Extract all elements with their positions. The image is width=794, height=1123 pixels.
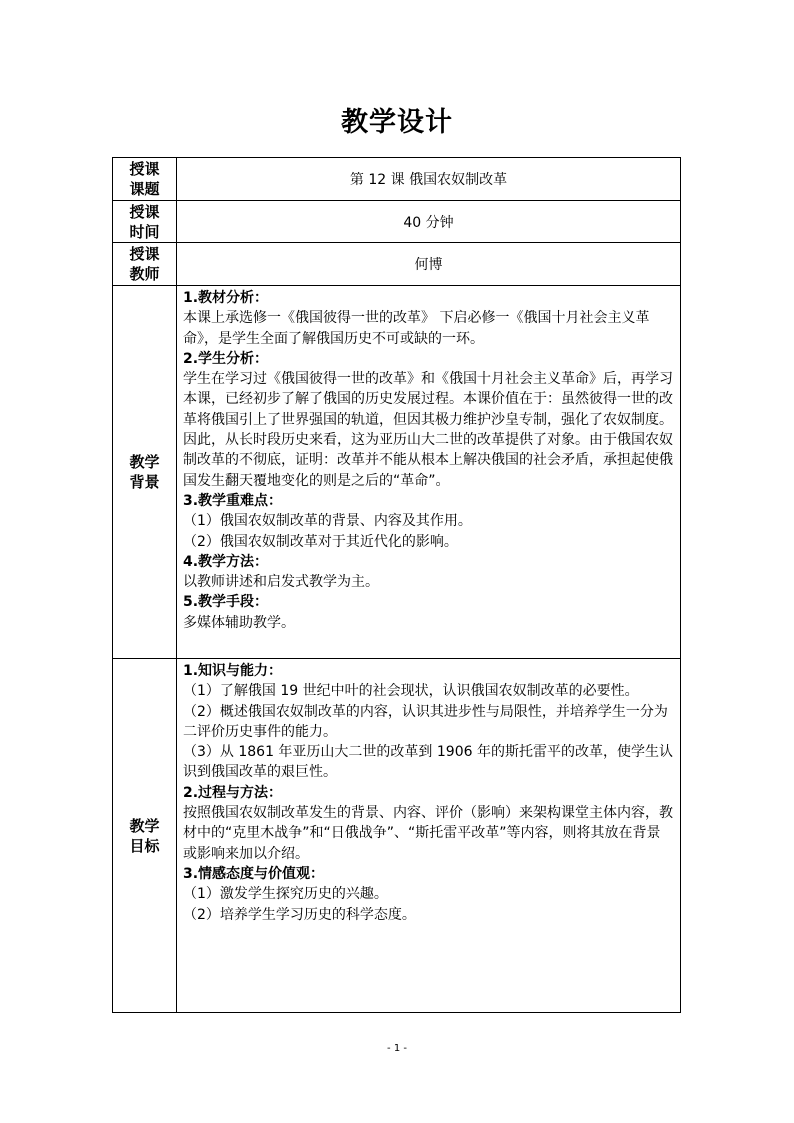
paragraph: 本课上承选修一《俄国彼得一世的改革》 下启必修一《俄国十月社会主义革命》，是学生全面了解俄国历史不可或缺的一环。	[183, 310, 650, 347]
lesson-plan-table	[112, 157, 681, 1013]
section-heading: 4.教学方法：	[183, 553, 269, 570]
table-row	[113, 201, 681, 243]
topic-label: 授课 课题	[113, 158, 177, 201]
time-label: 授课 时间	[113, 201, 177, 243]
background-label: 教学 背景	[113, 286, 177, 659]
time-value: 40 分钟	[177, 201, 681, 243]
objectives-label: 教学 目标	[113, 659, 177, 1013]
paragraph: （2）培养学生学习历史的科学态度。	[183, 906, 416, 923]
paragraph: （1）俄国农奴制改革的背景、内容及其作用。	[183, 513, 472, 530]
paragraph: （2）俄国农奴制改革对于其近代化的影响。	[183, 533, 458, 550]
paragraph: 以教师讲述和启发式教学为主。	[183, 574, 379, 591]
paragraph: （2）概述俄国农奴制改革的内容，认识其进步性与局限性，并培养学生一分为二评价历史事件的能力。	[183, 703, 668, 740]
table-row	[113, 659, 681, 1013]
paragraph: 按照俄国农奴制改革发生的背景、内容、评价（影响）来架构课堂主体内容，教材中的“克里木战争”和“日俄战争”、“斯托雷平改革”等内容，则将其放在背景或影响来加以介绍。	[183, 805, 673, 862]
paragraph: 多媒体辅助教学。	[183, 614, 295, 631]
table-row	[113, 158, 681, 201]
section-heading: 3.教学重难点：	[183, 492, 283, 509]
background-content	[177, 286, 681, 659]
paragraph: （1）激发学生探究历史的兴趣。	[183, 886, 388, 903]
objectives-content	[177, 659, 681, 1013]
paragraph: （1）了解俄国 19 世纪中叶的社会现状，认识俄国农奴制改革的必要性。	[183, 683, 639, 700]
table-row	[113, 286, 681, 659]
paragraph: 学生在学习过《俄国彼得一世的改革》和《俄国十月社会主义革命》后，再学习本课，已经初步了解了俄国的历史发展过程。本课价值在于：虽然彼得一世的改革将俄国引上了世界强国的轨道，但因其极力维护沙皇专制，强化了农奴制度。因此，从长时段历史来看，这为亚历山大二世的改革提供了对象。由于俄国农奴制改革的不彻底，证明：改革并不能从根本上解决俄国的社会矛盾，承担起使俄国发生翻天覆地变化的则是之后的“革命”。	[183, 371, 673, 489]
section-heading: 2.学生分析：	[183, 350, 269, 367]
document-title: 教学设计	[341, 107, 453, 138]
section-heading: 2.过程与方法：	[183, 784, 283, 801]
paragraph: （3）从 1861 年亚历山大二世的改革到 1906 年的斯托雷平的改革，使学生认识到俄国改革的艰巨性。	[183, 744, 673, 781]
table-row	[113, 243, 681, 286]
page-number: - 1 -	[387, 1043, 407, 1054]
teacher-label: 授课 教师	[113, 243, 177, 286]
section-heading: 1.教材分析：	[183, 290, 269, 306]
section-heading: 3.情感态度与价值观：	[183, 865, 325, 882]
topic-value: 第 12 课 俄国农奴制改革	[177, 158, 681, 201]
section-heading: 1.知识与能力：	[183, 663, 283, 679]
teacher-value: 何博	[177, 243, 681, 286]
section-heading: 5.教学手段：	[183, 594, 269, 611]
